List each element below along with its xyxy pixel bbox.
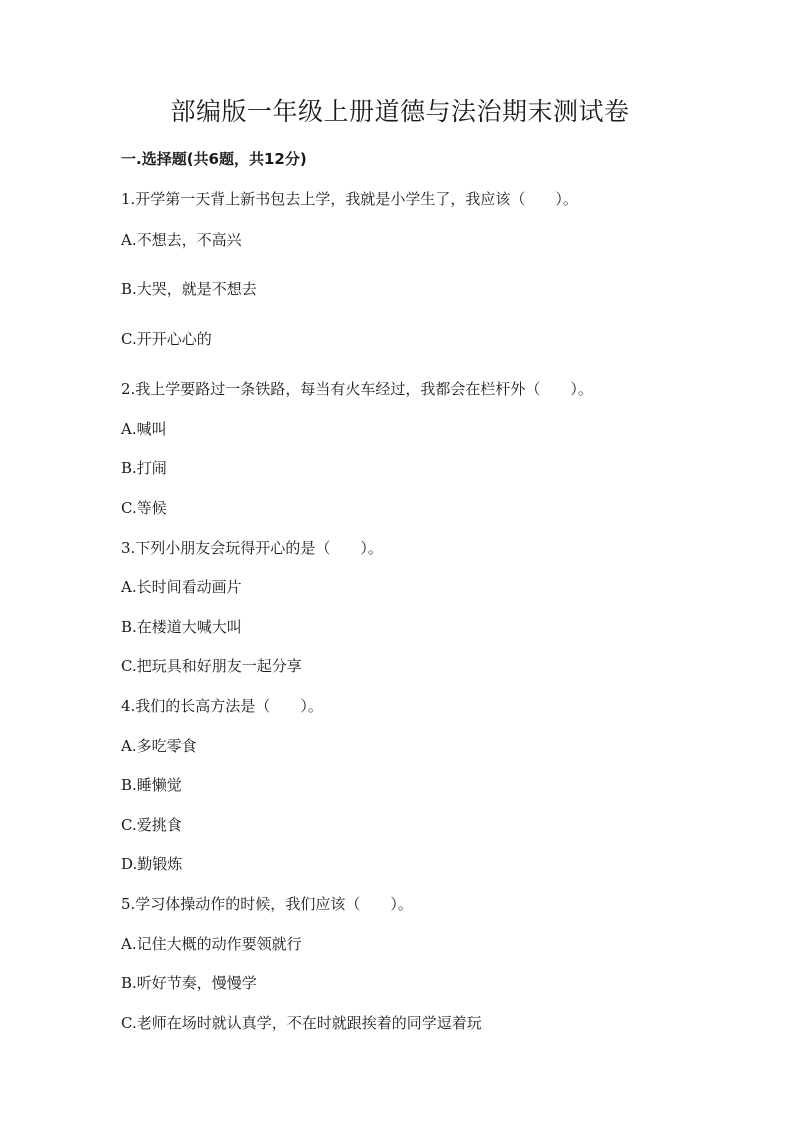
question-3-option-b: B.在楼道大喊大叫 xyxy=(121,618,242,636)
question-4-option-b: B.睡懒觉 xyxy=(121,776,182,794)
question-4-option-a: A.多吃零食 xyxy=(121,737,197,755)
section-heading: 一.选择题(共6题，共12分) xyxy=(121,150,307,168)
question-5-stem: 5.学习体操动作的时候，我们应该（ ）。 xyxy=(121,895,413,913)
page-title: 部编版一年级上册道德与法治期末测试卷 xyxy=(170,97,630,126)
question-5-option-b: B.听好节奏，慢慢学 xyxy=(121,974,257,992)
question-2-option-c: C.等候 xyxy=(121,499,167,517)
question-5-option-a: A.记住大概的动作要领就行 xyxy=(121,935,302,953)
question-2-option-a: A.喊叫 xyxy=(121,420,167,438)
question-2-stem: 2.我上学要路过一条铁路，每当有火车经过，我都会在栏杆外（ ）。 xyxy=(121,380,593,398)
question-1-option-c: C.开开心心的 xyxy=(121,330,212,348)
question-1-option-a: A.不想去，不高兴 xyxy=(121,231,242,249)
question-2-option-b: B.打闹 xyxy=(121,459,167,477)
question-1-stem: 1.开学第一天背上新书包去上学，我就是小学生了，我应该（ ）。 xyxy=(121,190,578,208)
question-3-stem: 3.下列小朋友会玩得开心的是（ ）。 xyxy=(121,539,383,557)
question-4-option-c: C.爱挑食 xyxy=(121,816,182,834)
question-3-option-a: A.长时间看动画片 xyxy=(121,578,242,596)
question-4-stem: 4.我们的长高方法是（ ）。 xyxy=(121,697,323,715)
question-1-option-b: B.大哭，就是不想去 xyxy=(121,280,257,298)
question-4-option-d: D.勤锻炼 xyxy=(121,855,183,873)
question-3-option-c: C.把玩具和好朋友一起分享 xyxy=(121,657,302,675)
question-5-option-c: C.老师在场时就认真学，不在时就跟挨着的同学逗着玩 xyxy=(121,1014,482,1032)
